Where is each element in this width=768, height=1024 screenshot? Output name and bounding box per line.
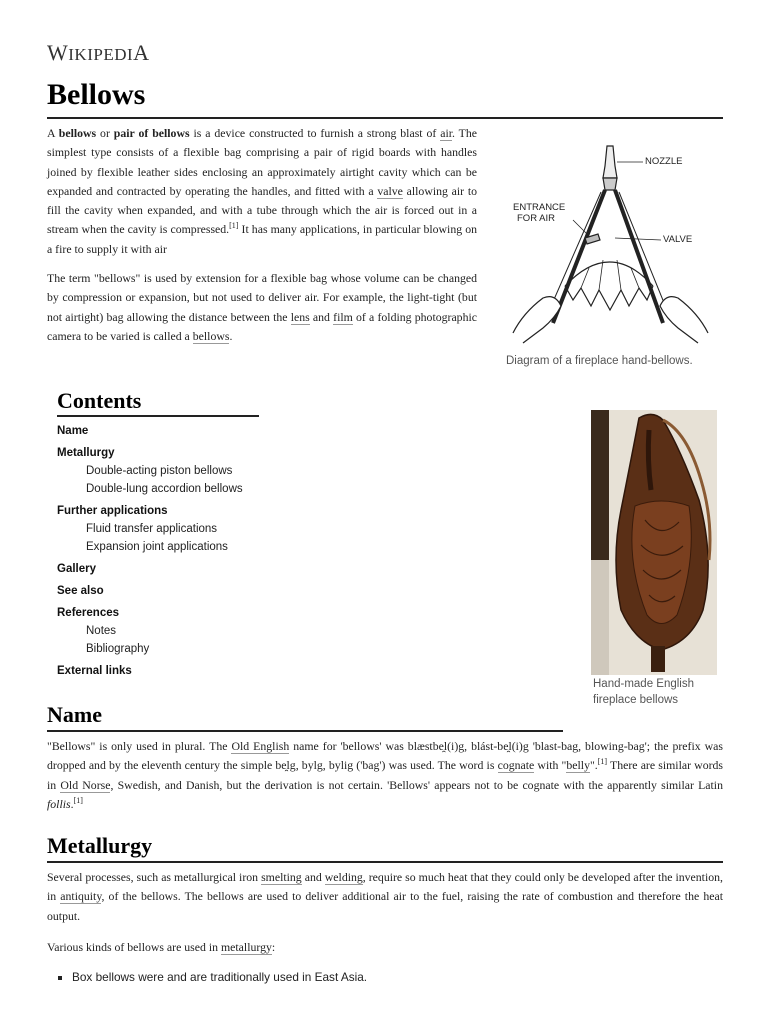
link-lens[interactable]: lens (290, 309, 310, 324)
toc-item-name[interactable]: Name (57, 425, 89, 437)
toc-item-metallurgy[interactable]: Metallurgy (57, 447, 115, 459)
bellows-diagram-image[interactable] (503, 138, 718, 348)
link-antiquity[interactable]: antiquity (60, 889, 102, 904)
link-belly[interactable]: belly (566, 758, 590, 773)
toc-divider (57, 415, 259, 417)
hand-made-bellows-photo[interactable] (591, 410, 717, 675)
toc-item-double-lung[interactable]: Double-lung accordion bellows (86, 483, 243, 495)
diagram-label-nozzle: NOZZLE (645, 156, 683, 167)
link-valve[interactable]: valve (377, 183, 403, 198)
link-smelting[interactable]: smelting (261, 870, 302, 884)
link-film[interactable]: film (333, 309, 353, 324)
table-of-contents (57, 423, 357, 681)
section-heading-metallurgy: Metallurgy (47, 833, 153, 858)
metallurgy-paragraph-1: Several processes, such as metallurgical iron smelting and welding, require so much heat that they could only be developed after the invention, in antiquity, of the bellows. The bellows are used to deliver additional air to the fuel, raising the rate of combustion and therefore the heat output. (47, 870, 723, 923)
figure-caption-photo: Hand-made English fireplace bellows (593, 678, 695, 706)
page-title: Bellows (47, 78, 146, 111)
toc-title: Contents (57, 388, 142, 413)
list-item: Box bellows were and are traditionally used in East Asia. (58, 968, 367, 987)
citation-1[interactable]: [1] (229, 221, 239, 231)
diagram-label-entrance: ENTRANCE (513, 202, 566, 213)
toc-item-see-also[interactable]: See also (57, 585, 104, 597)
citation-name-2[interactable]: [1] (73, 795, 83, 805)
toc-item-fluid-transfer[interactable]: Fluid transfer applications (86, 523, 218, 535)
intro-paragraph-2: The term "bellows" is used by extension for a flexible bag whose volume can be changed by compression or expansion, but not used to deliver air. For example, the light-tight (but not airtight) bag allowing the distance between the lens and film of a folding photographic camera to be varied is called a bellows. (47, 271, 477, 343)
link-bellows[interactable]: bellows (192, 328, 230, 343)
toc-item-bibliography[interactable]: Bibliography (86, 643, 150, 655)
link-welding[interactable]: welding (324, 870, 363, 884)
section-divider-name (47, 730, 563, 732)
bullet-icon (58, 976, 62, 980)
link-old-norse[interactable]: Old Norse (60, 777, 111, 792)
diagram-label-for-air: FOR AIR (517, 213, 556, 224)
figure-caption-diagram: Diagram of a fireplace hand-bellows. (506, 355, 693, 367)
section-divider-metallurgy (47, 861, 723, 863)
toc-item-expansion-joint[interactable]: Expansion joint applications (86, 541, 228, 553)
intro-paragraph-1: A bellows or pair of bellows is a device constructed to furnish a strong blast of air. The simplest type consists of a flexible bag comprising a pair of rigid boards with handles joined by flexible leather sides enclosing an approximately airtight cavity which can be expanded and contracted by operating the handles, and fitted with a valve allowing air to fill the cavity when expanded, and with a tube through which the air is forced out in a stream when the cavity is compressed.[1] It has many applications, in particular blowing on a fire to supply it with air (47, 126, 478, 256)
toc-item-notes[interactable]: Notes (86, 625, 117, 637)
toc-item-references[interactable]: References (57, 607, 120, 619)
metallurgy-paragraph-2: Various kinds of bellows are used in metallurgy: (47, 940, 276, 954)
link-air[interactable]: air (440, 126, 453, 140)
toc-item-double-acting[interactable]: Double-acting piston bellows (86, 465, 233, 477)
toc-item-gallery[interactable]: Gallery (57, 563, 96, 575)
diagram-label-valve: VALVE (663, 234, 693, 245)
wikipedia-logo[interactable]: WIKIPEDIA (47, 40, 150, 65)
link-old-english[interactable]: Old English (231, 739, 290, 753)
citation-name-1[interactable]: [1] (597, 757, 608, 767)
name-paragraph: "Bellows" is only used in plural. The Old English name for 'bellows' was blæstbe̯l(i)g, blást-be̯l(i)g 'blast-bag, blowing-bag'; the prefix was dropped and by the eleventh century the simple be̯lg, bylg, bylig ('bag') was used. The word is cognate with "belly".[1] There are similar words in Old Norse, Swedish, and Danish, but the derivation is not certain. 'Bellows' appears not to be cognate with the apparently similar Latin follis.[1] (47, 739, 724, 811)
section-heading-name: Name (47, 702, 102, 727)
toc-item-external-links[interactable]: External links (57, 665, 132, 677)
title-divider (47, 117, 723, 119)
link-metallurgy[interactable]: metallurgy (220, 940, 272, 954)
toc-item-further-applications[interactable]: Further applications (57, 505, 168, 517)
link-cognate[interactable]: cognate (497, 758, 535, 773)
